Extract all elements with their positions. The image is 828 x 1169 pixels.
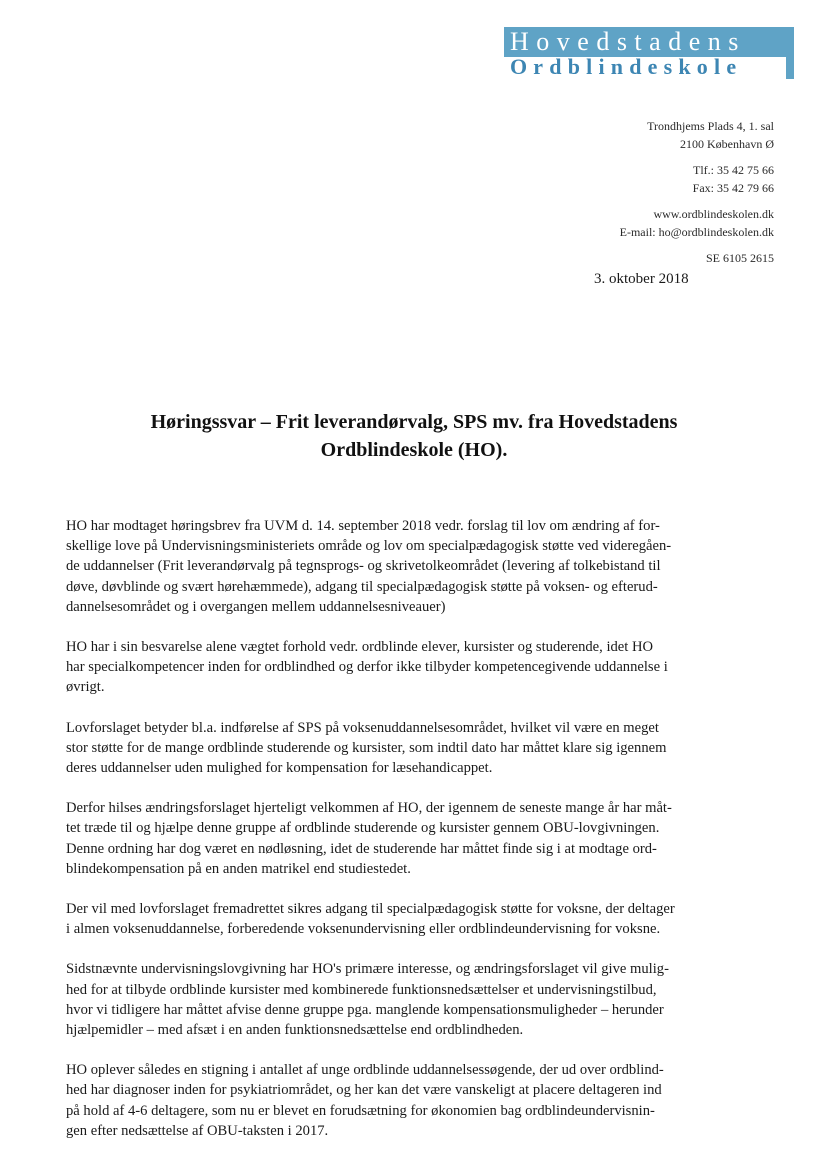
paragraph-line: hed har diagnoser inden for psykiatriområdet, og her kan det være vanskeligt at placere deltageren ind: [66, 1082, 662, 1099]
document-title: [0, 408, 828, 464]
paragraph-line: hed for at tilbyde ordblinde kursister med kombinerede funktionsnedsættelser et undervisningstilbud,: [66, 981, 657, 998]
paragraph-line: skellige love på Undervisningsministeriets område og lov om specialpædagogisk støtte ved videregåen-: [66, 538, 672, 555]
body-paragraph: [66, 718, 742, 779]
letter-date: 3. oktober 2018: [594, 271, 689, 287]
body-paragraph: [66, 1060, 742, 1141]
sender-address: [620, 117, 774, 267]
paragraph-line: blindekompensation på en anden matrikel end studiestedet.: [66, 860, 411, 877]
address-email: E-mail: ho@ordblindeskolen.dk: [619, 225, 774, 239]
paragraph-line: på hold af 4-6 deltagere, som nu er blevet en forudsætning for økonomien bag ordblindeundervisnin-: [66, 1102, 655, 1119]
paragraph-line: tet træde til og hjælpe denne gruppe af ordblinde studerende og kursister gennem OBU-lovgivningen.: [66, 820, 660, 837]
paragraph-line: Denne ordning har dog været en nødløsning, idet de studerende har måttet finde sig i at modtage ord-: [66, 840, 657, 857]
paragraph-line: HO har modtaget høringsbrev fra UVM d. 14. september 2018 vedr. forslag til lov om ændring af for-: [66, 518, 660, 534]
body-paragraph: [66, 899, 742, 939]
logo-bottom-band: [504, 54, 794, 79]
paragraph-line: har specialkompetencer inden for ordblindhed og derfor ikke tilbyder kompetencegivende uddannelse i: [66, 659, 668, 676]
school-logo: [504, 27, 794, 79]
paragraph-line: deres uddannelser uden mulighed for kompensation for læsehandicappet.: [66, 760, 493, 777]
address-fax: Fax: 35 42 79 66: [692, 181, 774, 195]
body-paragraph: [66, 798, 742, 879]
address-web: www.ordblindeskolen.dk: [653, 207, 774, 221]
paragraph-line: Der vil med lovforslaget fremadrettet sikres adgang til specialpædagogisk støtte for voksne, der deltager: [66, 901, 675, 918]
body-paragraph: [66, 516, 742, 617]
paragraph-line: øvrigt.: [66, 679, 105, 696]
paragraph-line: HO har i sin besvarelse alene vægtet forhold vedr. ordblinde elever, kursister og studerende, idet HO: [66, 639, 654, 656]
paragraph-line: de uddannelser (Frit leverandørvalg på tegnsprogs- og skrivetolkeområdet (levering af tolkebistand til: [66, 558, 661, 575]
logo-line-2: Ordblindeskole: [510, 54, 743, 79]
letter-body: [66, 516, 742, 1161]
paragraph-line: HO oplever således en stigning i antallet af unge ordblinde uddannelsessøgende, der ud over ordblind-: [66, 1062, 664, 1079]
paragraph-line: stor støtte for de mange ordblinde studerende og kursister, som indtil dato har måttet klare sig igennem: [66, 739, 667, 756]
address-city: 2100 København Ø: [680, 137, 774, 151]
paragraph-line: hvor vi tidligere har måttet afvise denne gruppe pga. manglende kompensationsmuligheder – herunder: [66, 1001, 664, 1018]
body-paragraph: [66, 959, 742, 1040]
address-street: Trondhjems Plads 4, 1. sal: [647, 119, 774, 133]
paragraph-line: i almen voksenuddannelse, forberedende voksenundervisning eller ordblindeundervisning for voksne.: [66, 921, 661, 938]
address-se-number: SE 6105 2615: [705, 251, 774, 265]
title-line-2: Ordblindeskole (HO).: [320, 439, 508, 461]
paragraph-line: gen efter nedsættelse af OBU-taksten i 2017.: [66, 1122, 329, 1139]
paragraph-line: døve, døvblinde og svært hørehæmmede), adgang til specialpædagogisk støtte på voksen- og efterud-: [66, 578, 658, 595]
body-paragraph: [66, 637, 742, 698]
paragraph-line: dannelsesområdet og i overgangen mellem uddannelsesniveauer): [66, 598, 446, 615]
paragraph-line: Derfor hilses ændringsforslaget hjerteligt velkommen af HO, der igennem de seneste mange år har måt-: [66, 800, 672, 817]
logo-top-band: [504, 27, 794, 57]
paragraph-line: Lovforslaget betyder bl.a. indførelse af SPS på voksenuddannelsesområdet, hvilket vil være en meget: [66, 719, 659, 736]
paragraph-line: Sidstnævnte undervisningslovgivning har HO's primære interesse, og ændringsforslaget vil give mulig-: [66, 961, 669, 978]
title-line-1: Høringssvar – Frit leverandørvalg, SPS mv. fra Hovedstadens: [150, 411, 678, 433]
paragraph-line: hjælpemidler – med afsæt i en anden funktionsnedsættelse end ordblindheden.: [66, 1022, 524, 1039]
logo-line-1: Hovedstadens: [510, 27, 746, 56]
address-phone: Tlf.: 35 42 75 66: [693, 163, 774, 177]
